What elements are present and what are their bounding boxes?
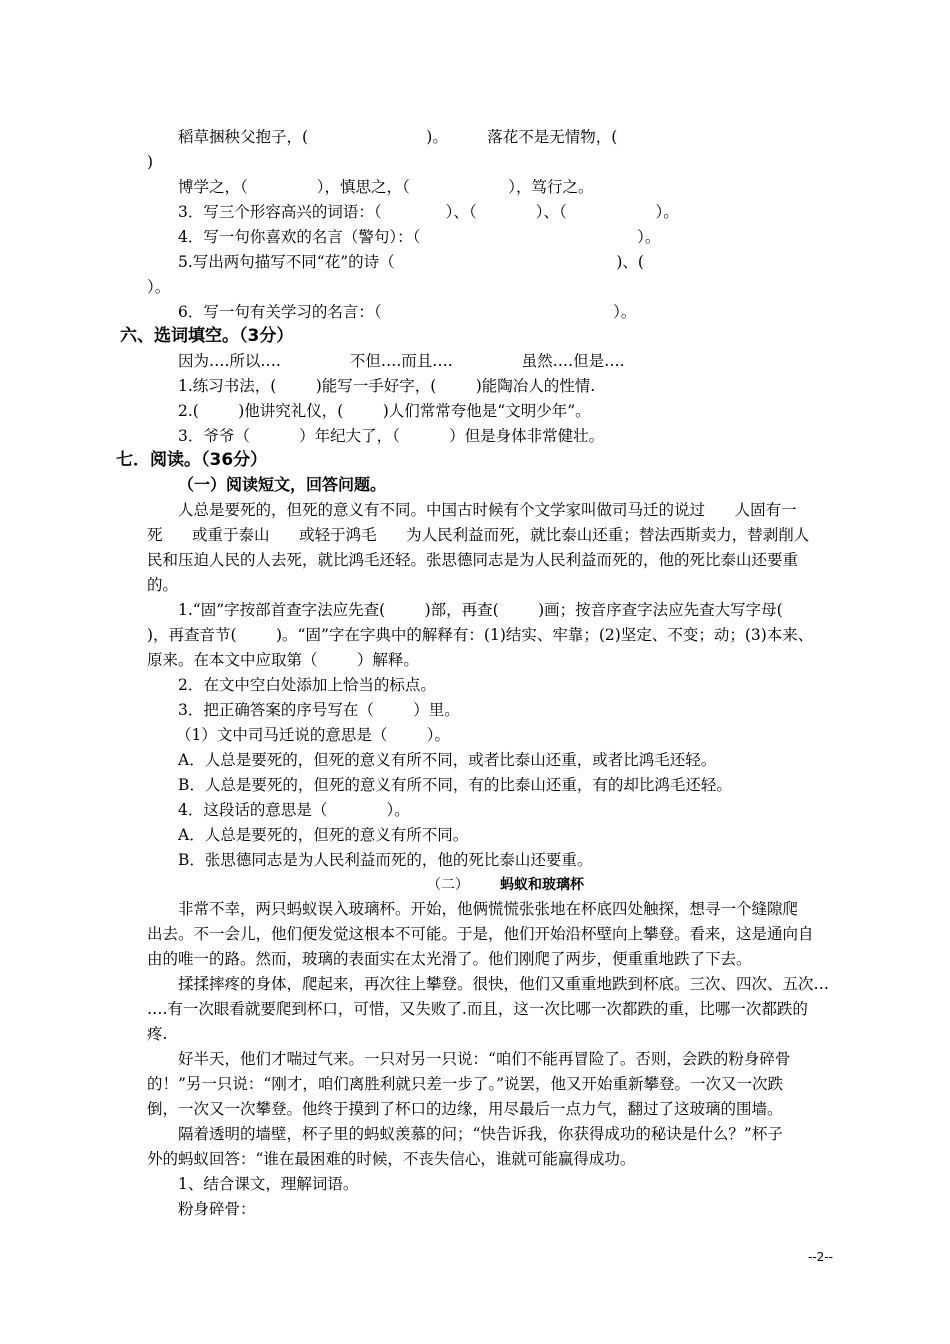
- passage-2-line-6: 疼.: [147, 1025, 168, 1043]
- section-6-options: 因为….所以…. 不但….而且…. 虽然….但是….: [178, 352, 625, 370]
- passage-2-line-9: 倒，一次又一次攀登。他终于摸到了杯口的边缘，用尽最后一点力气，翻过了这玻璃的围墙。: [147, 1100, 783, 1118]
- passage-2-line-2: 出去。不一会儿，他们便发觉这根本不可能。于是，他们开始沿杯壁向上攀登。看来，这是通向自: [147, 925, 814, 943]
- passage-2-line-8: 的！”另一只说：“刚才，咱们离胜利就只差一步了。”说罢，他又开始重新攀登。一次又一次跌: [147, 1075, 784, 1093]
- fill-line-2: 博学之，（ ），慎思之，（ ），笃行之。: [178, 178, 594, 196]
- part-1-q3: 3．把正确答案的序号写在（ ）里。: [178, 701, 460, 719]
- part-2-word-1: 粉身碎骨：: [178, 1200, 256, 1218]
- section-6-q3: 3．爷爷（ ）年纪大了，（ ）但是身体非常健壮。: [178, 427, 605, 445]
- fill-line-1-cont: ): [147, 153, 154, 171]
- part-1-q3-option-b: B．人总是要死的，但死的意义有所不同，有的比泰山还重，有的却比鸿毛还轻。: [178, 776, 732, 794]
- passage-2-line-1: 非常不幸，两只蚂蚁误入玻璃杯。开始，他俩慌慌张张地在杯底四处触探，想寻一个缝隙爬: [178, 900, 799, 918]
- part-1-q4: 4．这段话的意思是（ ）。: [178, 801, 410, 819]
- part-2-title: [500, 875, 584, 895]
- passage-2-line-3: 由的唯一的路。然而，玻璃的表面实在太光滑了。他们刚爬了两步，便重重地跌了下去。: [147, 950, 752, 968]
- part-1-title: （一）阅读短文，回答问题。: [178, 475, 387, 494]
- part-1-q1-line-3: 原来。在本文中应取第（ ）解释。: [147, 651, 419, 669]
- part-2-label: （二）: [427, 877, 469, 893]
- passage-1-line-3: 民和压迫人民的人去死，就比鸿毛还轻。张思德同志是为人民利益而死的，他的死比泰山还要重: [147, 551, 799, 569]
- passage-2-line-11: 外的蚂蚁回答：“谁在最困难的时候，不丧失信心，谁就可能赢得成功。: [147, 1150, 636, 1168]
- part-1-q2: 2．在文中空白处添加上恰当的标点。: [178, 676, 436, 694]
- fill-q5-cont: ）。: [147, 278, 171, 296]
- fill-q3: 3．写三个形容高兴的词语：（ ）、（ ）、（ ）。: [178, 203, 679, 221]
- passage-2-line-7: 好半天，他们才喘过气来。一只对另一只说：“咱们不能再冒险了。否则，会跌的粉身碎骨: [178, 1050, 791, 1068]
- section-6-q1: 1.练习书法，( )能写一手好字，( )能陶冶人的性情.: [178, 377, 596, 395]
- section-7-title: 七．阅读。（36分）: [116, 450, 268, 470]
- passage-1-line-4: 的。: [147, 576, 179, 594]
- part-1-q3-sub: （1）文中司马迁说的意思是（ ）。: [176, 726, 451, 744]
- part-1-q1-line-2: )，再查音节( )。“固”字在字典中的解释有：(1)结实、牢靠；(2)坚定、不变；动；(3)本来、: [147, 626, 814, 644]
- passage-2-line-5: ….有一次眼看就要爬到杯口，可惜，又失败了.而且，这一次比哪一次都跌的重，比哪一次都跌的: [147, 1000, 808, 1018]
- passage-1-line-2: 死 或重于泰山 或轻于鸿毛 为人民利益而死，就比泰山还重；替法西斯卖力，替剥削人: [147, 526, 810, 544]
- fill-line-1: 稻草捆秧父抱子，( )。 落花不是无情物，(: [178, 128, 618, 146]
- section-6-q2: 2.( )他讲究礼仪，( )人们常常夸他是“文明少年”。: [178, 402, 591, 420]
- section-6-title: 六、选词填空。（3分）: [120, 326, 294, 346]
- passage-2-line-4: 揉揉摔疼的身体，爬起来，再次往上攀登。很快，他们又重重地跌到杯底。三次、四次、五次…: [178, 975, 830, 993]
- fill-q4: 4．写一句你喜欢的名言（警句）：（ ）。: [178, 228, 661, 246]
- part-1-q3-option-a: A．人总是要死的，但死的意义有所不同，或者比泰山还重，或者比鸿毛还轻。: [178, 751, 717, 769]
- passage-2-line-10: 隔着透明的墙壁，杯子里的蚂蚁羡慕的问；“快告诉我，你获得成功的秘诀是什么？”杯子: [178, 1125, 783, 1143]
- fill-q5: 5.写出两句描写不同“花”的诗（ )、(: [178, 253, 644, 271]
- part-1-q4-option-b: B．张思德同志是为人民利益而死的，他的死比泰山还要重。: [178, 851, 593, 869]
- passage-1-line-1: 人总是要死的，但死的意义有不同。中国古时候有个文学家叫做司马迁的说过 人固有一: [178, 501, 797, 519]
- fill-q6: 6．写一句有关学习的名言：（ ）。: [178, 303, 637, 321]
- part-1-q4-option-a: A．人总是要死的，但死的意义有所不同。: [178, 826, 469, 844]
- part-2-q1: 1、结合课文，理解词语。: [178, 1175, 359, 1193]
- part-1-q1-line-1: 1.“固”字按部首查字法应先查( )部，再查( )画；按音序查字法应先查大写字母(: [178, 601, 783, 619]
- part-2-title-text: 蚂蚁和玻璃杯: [500, 877, 584, 893]
- page-number: --2--: [808, 1250, 833, 1264]
